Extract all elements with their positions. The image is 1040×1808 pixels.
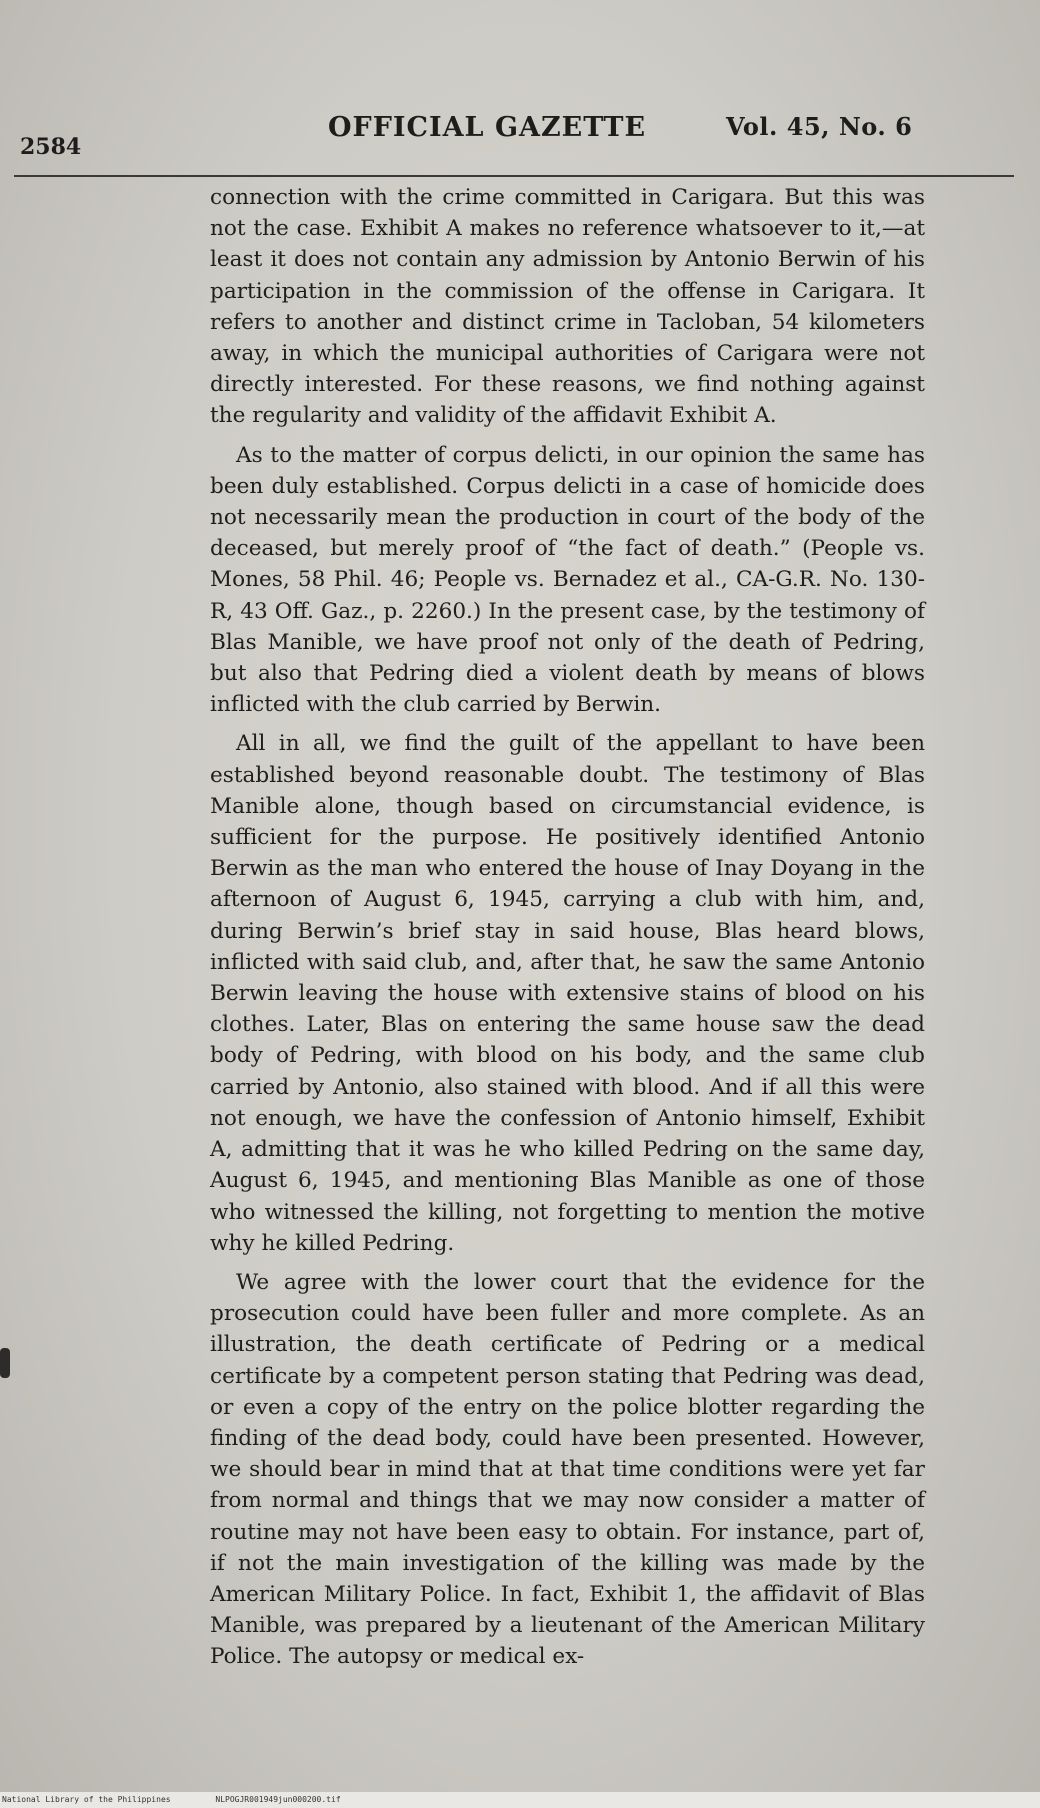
- header-rule: [14, 175, 1014, 177]
- publication-title: OFFICIAL GAZETTE: [328, 112, 647, 143]
- scan-footer: [0, 1792, 1040, 1808]
- scan-blemish: [0, 1348, 10, 1378]
- body-text: [210, 182, 925, 1681]
- paragraph: All in all, we find the guilt of the appellant to have been established beyond reasonable doubt. The testimony of Blas Manible alone, though based on circumstancial evidence, is sufficient for the purpose. He positively identified Antonio Berwin as the man who entered the house of Inay Doyang in the afternoon of August 6, 1945, carrying a club with him, and, during Berwin’s brief stay in said house, Blas heard blows, inflicted with said club, and, after that, he saw the same Antonio Berwin leaving the house with extensive stains of blood on his clothes. Later, Blas on entering the same house saw the dead body of Pedring, with blood on his body, and the same club carried by Antonio, also stained with blood. And if all this were not enough, we have the confession of Antonio himself, Exhibit A, admitting that it was he who killed Pedring on the same day, August 6, 1945, and mentioning Blas Manible as one of those who witnessed the killing, not forgetting to mention the motive why he killed Pedring.: [210, 731, 925, 1256]
- paragraph: As to the matter of corpus delicti, in our opinion the same has been duly established. Corpus delicti in a case of homicide does not necessarily mean the production in court of the body of the deceased, but merely proof of “the fact of death.” (People vs. Mones, 58 Phil. 46; People vs. Bernadez et al., CA-G.R. No. 130-R, 43 Off. Gaz., p. 2260.) In the present case, by the testimony of Blas Manible, we have proof not only of the death of Pedring, but also that Pedring died a violent death by means of blows inflicted with the club carried by Berwin.: [210, 442, 925, 718]
- volume-number: Vol. 45, No. 6: [726, 112, 913, 141]
- library-credit: National Library of the Philippines: [2, 1795, 171, 1804]
- paragraph: connection with the crime committed in Carigara. But this was not the case. Exhibit A makes no reference whatsoever to it,—at least it does not contain any admission by Antonio Berwin of his participation in the commission of the offense in Carigara. It refers to another and distinct crime in Tacloban, 54 kilometers away, in which the municipal authorities of Carigara were not directly interested. For these reasons, we find nothing against the regularity and validity of the affidavit Exhibit A.: [210, 185, 925, 429]
- file-name: NLPOGJR001949jun000200.tif: [215, 1795, 341, 1804]
- page-number: 2584: [20, 134, 82, 160]
- paragraph: We agree with the lower court that the evidence for the prosecution could have been fuller and more complete. As an illustration, the death certificate of Pedring or a medical certificate by a competent person stating that Pedring was dead, or even a copy of the entry on the police blotter regarding the finding of the dead body, could have been presented. However, we should bear in mind that at that time conditions were yet far from normal and things that we may now consider a matter of routine may not have been easy to obtain. For instance, part of, if not the main investigation of the killing was made by the American Military Police. In fact, Exhibit 1, the affidavit of Blas Manible, was prepared by a lieutenant of the American Military Police. The autopsy or medical ex-: [210, 1269, 925, 1670]
